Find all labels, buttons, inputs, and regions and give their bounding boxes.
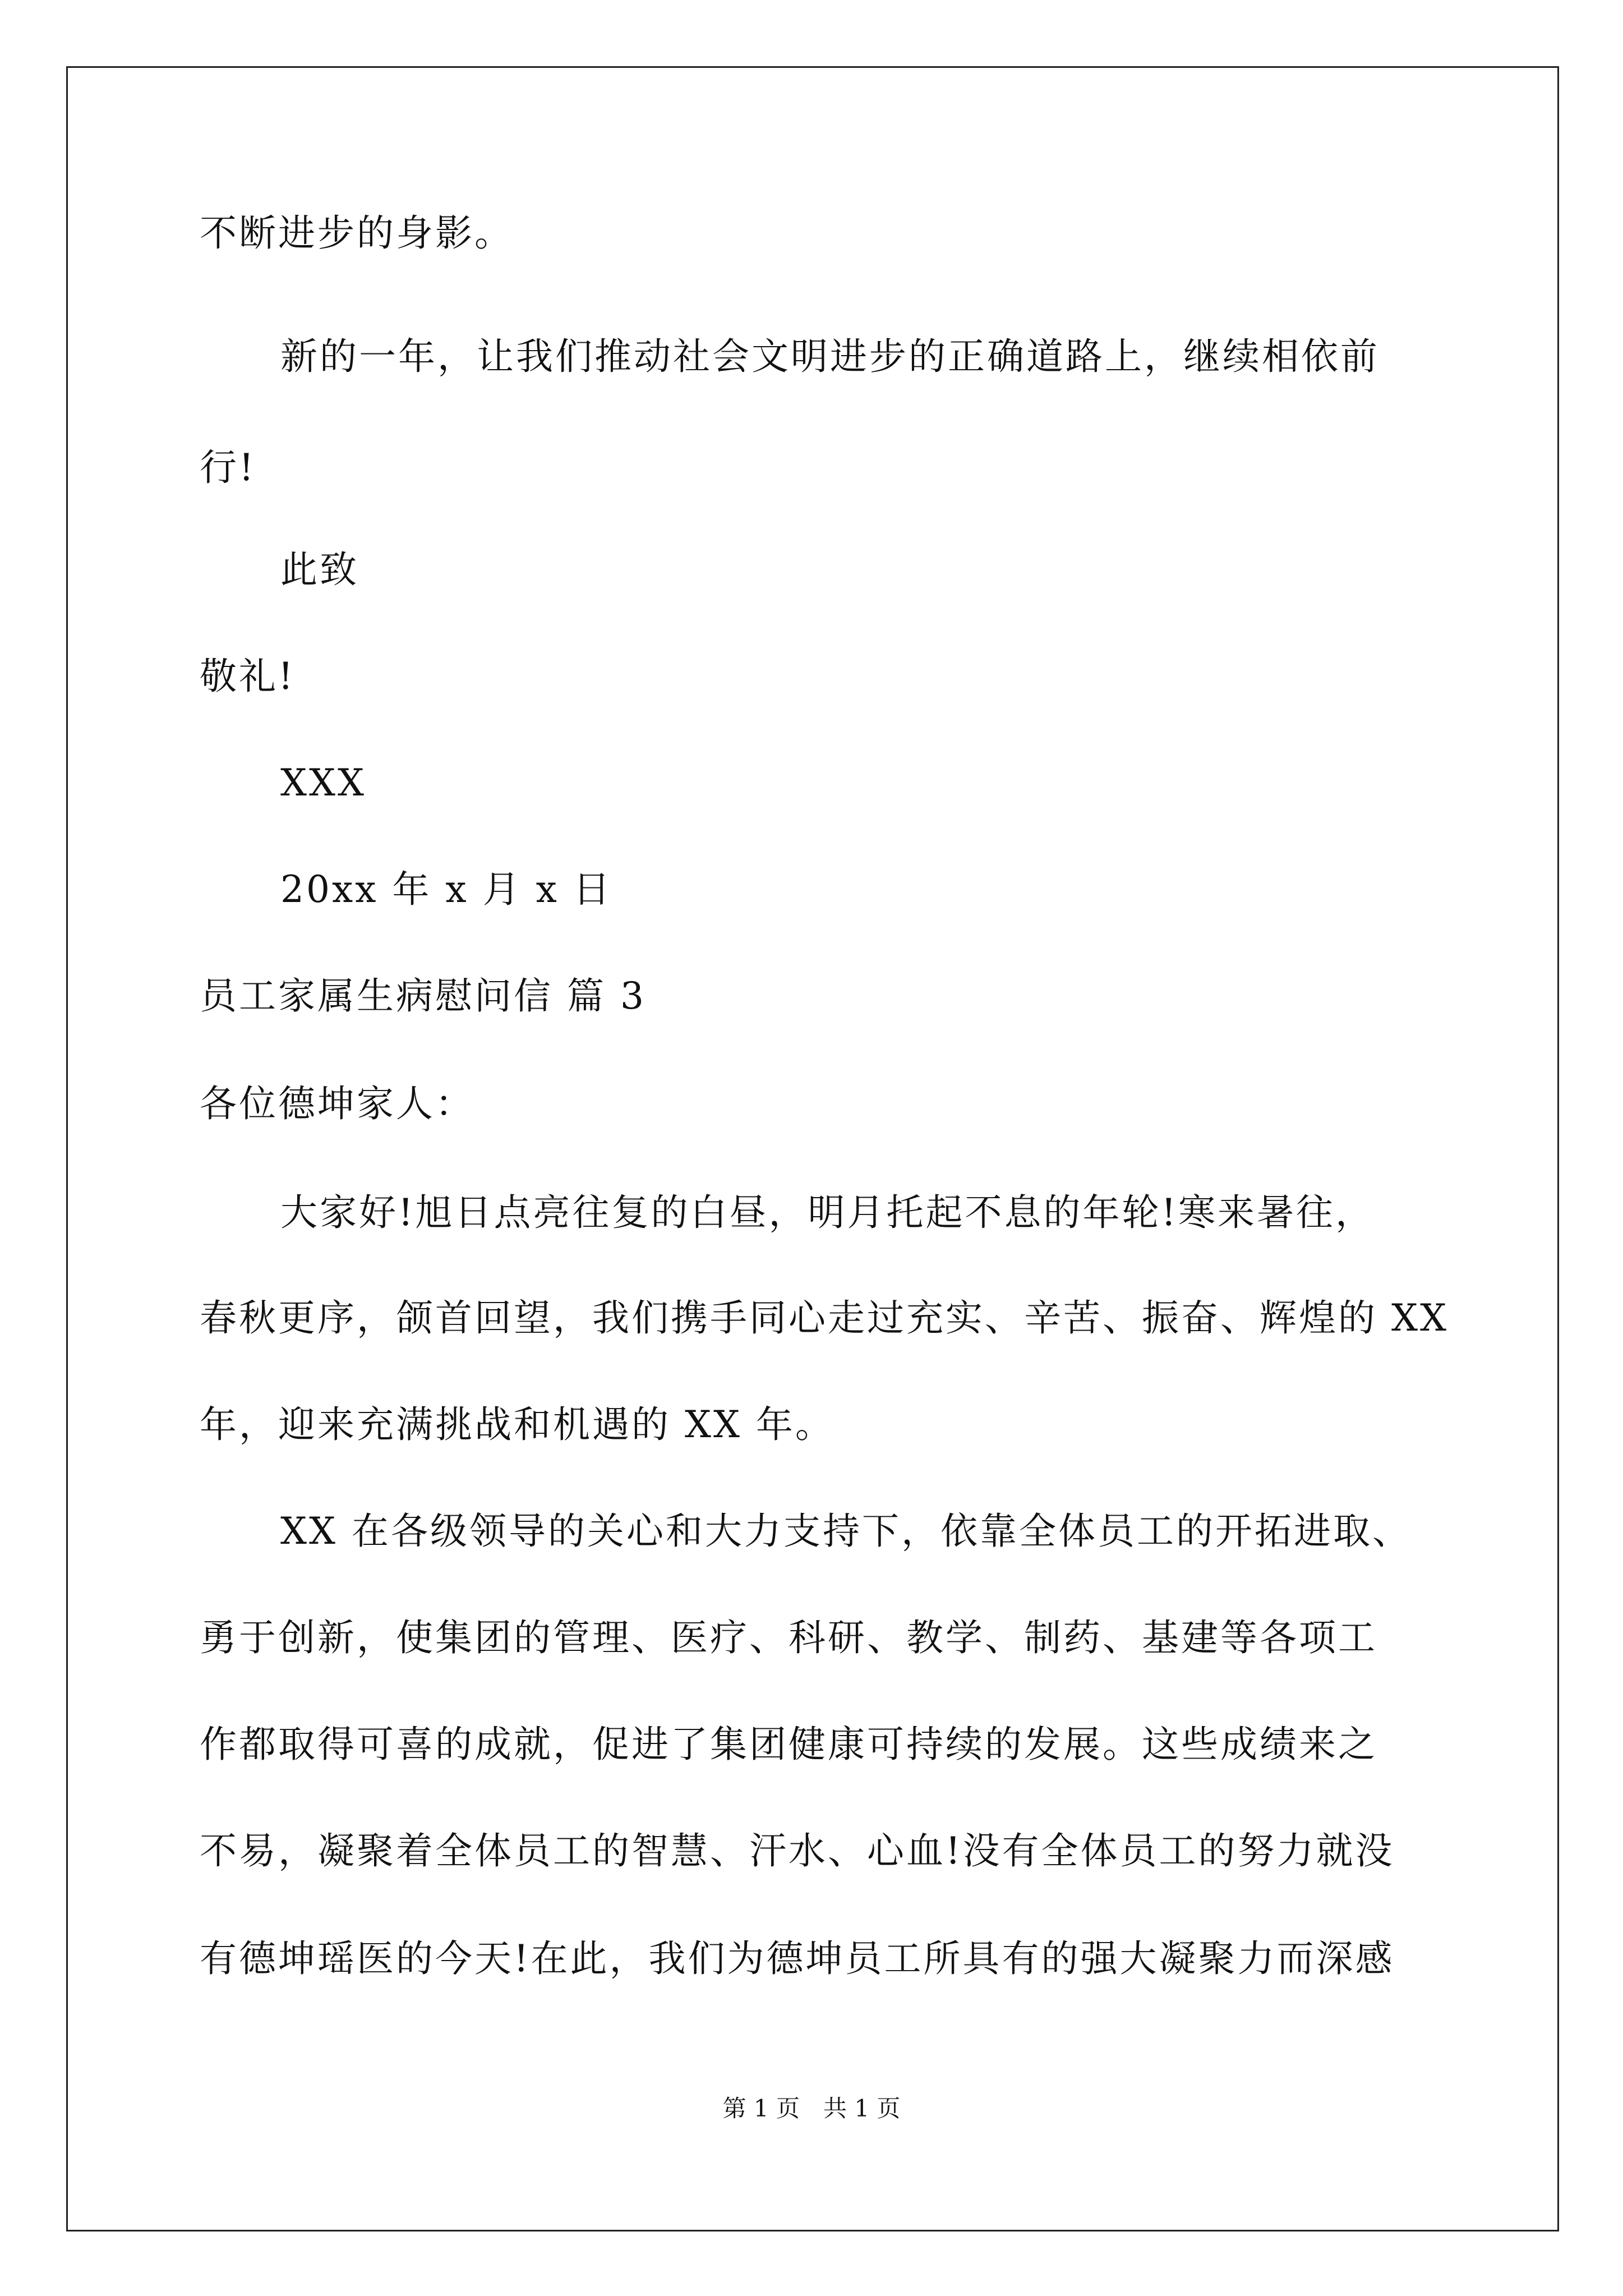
body-line-15: 作都取得可喜的成就，促进了集团健康可持续的发展。这些成绩来之 [200, 1723, 1377, 1766]
page-footer: 第 1 页 共 1 页 [722, 2095, 901, 2122]
signature-name: XXX [280, 761, 366, 804]
body-line-11: 春秋更序，颌首回望，我们携手同心走过充实、辛苦、振奋、辉煌的 XX [200, 1296, 1449, 1340]
body-line-2: 新的一年，让我们推动社会文明进步的正确道路上，继续相依前 [280, 335, 1380, 378]
body-line-12: 年，迎来充满挑战和机遇的 XX 年。 [200, 1403, 834, 1446]
signature-date: 20xx 年 x 月 x 日 [280, 868, 612, 911]
closing-salutation: 此致 [280, 548, 359, 591]
greeting: 各位德坤家人： [200, 1082, 474, 1125]
body-line-16: 不易，凝聚着全体员工的智慧、汗水、心血!没有全体员工的努力就没 [200, 1829, 1395, 1872]
section-title: 员工家属生病慰问信 篇 3 [200, 974, 646, 1018]
body-line-13: XX 在各级领导的关心和大力支持下，依靠全体员工的开拓进取、 [280, 1510, 1412, 1553]
body-line-14: 勇于创新，使集团的管理、医疗、科研、教学、制药、基建等各项工 [200, 1616, 1377, 1659]
page-border [66, 66, 1559, 2231]
body-line-10: 大家好!旭日点亮往复的白昼，明月托起不息的年轮!寒来暑往， [280, 1191, 1375, 1234]
body-line-1: 不断进步的身影。 [200, 211, 514, 255]
closing-respect: 敬礼! [200, 655, 296, 698]
body-line-17: 有德坤瑶医的今天!在此，我们为德坤员工所具有的强大凝聚力而深感 [200, 1937, 1395, 1980]
body-line-3: 行! [200, 446, 256, 489]
